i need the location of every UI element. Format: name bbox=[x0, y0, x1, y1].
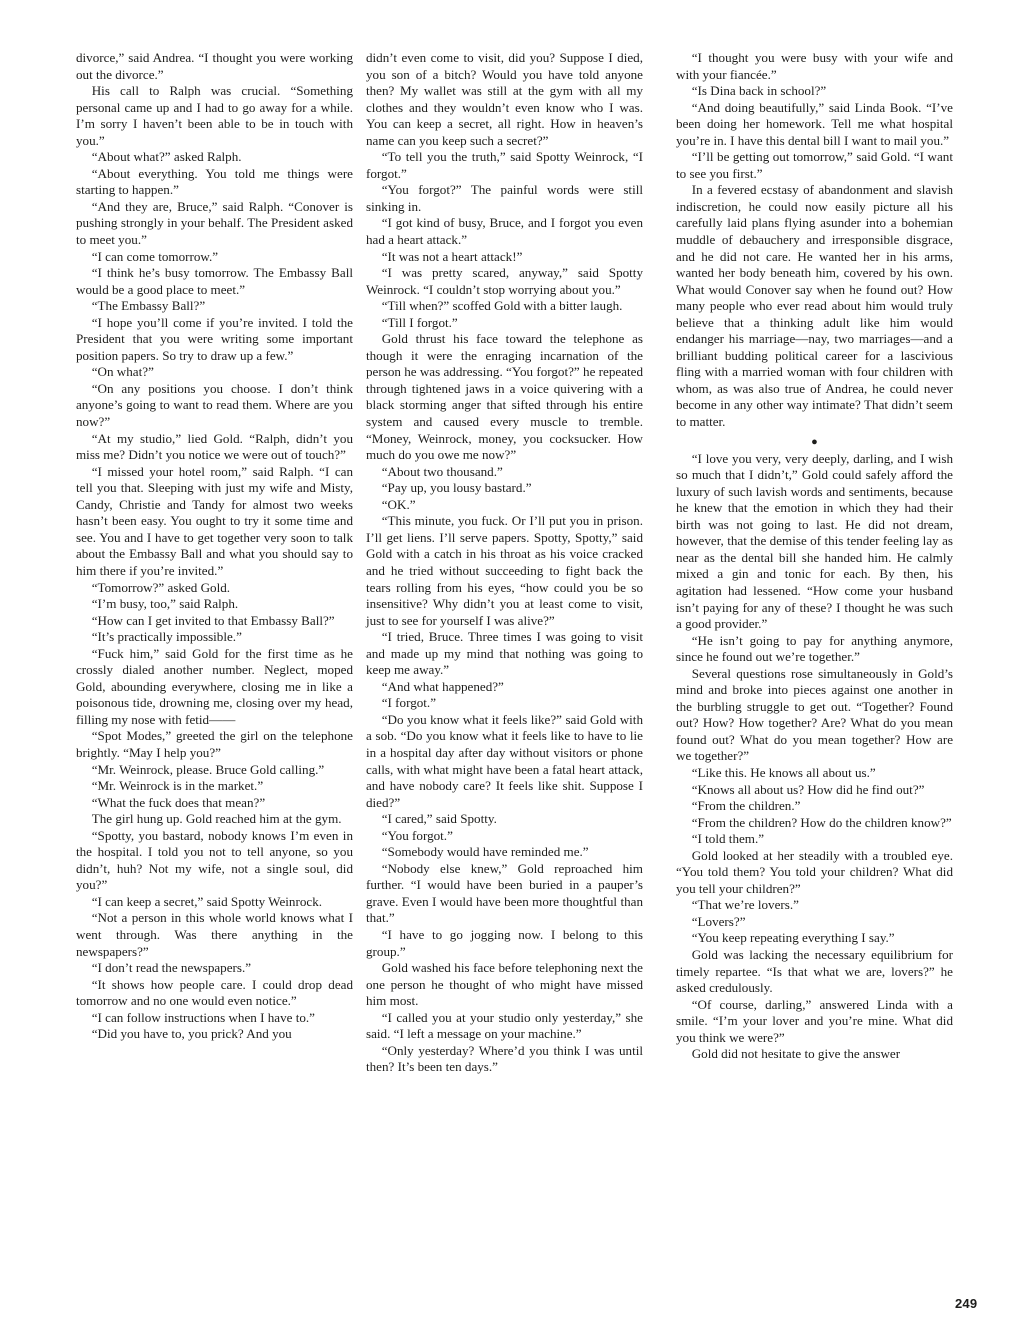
page-number: 249 bbox=[955, 1296, 978, 1311]
paragraph: “I cared,” said Spotty. bbox=[381, 811, 497, 827]
paragraph: “I can keep a secret,” said Spotty Weinrock. bbox=[91, 893, 323, 909]
paragraph: “About two thousand.” bbox=[381, 463, 503, 479]
paragraph: “He isn’t going to pay for anything anymore, since he found out we’re together.” bbox=[676, 632, 953, 665]
paragraph: “At my studio,” lied Gold. “Ralph, didn’t you miss me? Didn’t you notice we were out of touch?” bbox=[76, 430, 353, 463]
paragraph: “I don’t read the newspapers.” bbox=[91, 960, 252, 976]
paragraph: “On any positions you choose. I don’t think anyone’s going to want to read them. Where are you now?” bbox=[76, 380, 353, 430]
paragraph: “It’s practically impossible.” bbox=[91, 629, 242, 645]
paragraph: “Till when?” scoffed Gold with a bitter laugh. bbox=[381, 298, 623, 314]
paragraph: “You keep repeating everything I say.” bbox=[691, 930, 895, 946]
paragraph: Gold washed his face before telephoning next the one person he thought of who might have missed him most. bbox=[366, 960, 643, 1009]
paragraph: “I have to go jogging now. I belong to this group.” bbox=[366, 926, 643, 959]
paragraph: “And they are, Bruce,” said Ralph. “Conover is pushing strongly in your behalf. The President asked to meet you.” bbox=[76, 198, 353, 248]
paragraph: “Did you have to, you prick? And you bbox=[91, 1026, 292, 1042]
paragraph: “I’m busy, too,” said Ralph. bbox=[91, 596, 239, 612]
paragraph: “Of course, darling,” answered Linda with a smile. “I’m your lover and you’re mine. What did you think we were?” bbox=[676, 996, 953, 1045]
paragraph: “Nobody else knew,” Gold reproached him further. “I would have been buried in a pauper’s grave. Even I would have been more thoughtful than that.” bbox=[366, 860, 643, 926]
paragraph: “I called you at your studio only yesterday,” she said. “I left a message on your machine.” bbox=[366, 1009, 643, 1042]
paragraph: “And what happened?” bbox=[381, 678, 504, 694]
paragraph: “Like this. He knows all about us.” bbox=[691, 764, 876, 780]
paragraph: “Spot Modes,” greeted the girl on the telephone brightly. “May I help you?” bbox=[76, 728, 353, 760]
paragraph: “I love you very, very deeply, darling, and I wish so much that I didn’t,” Gold could safely afford the luxury of such lavish words and sentiments, because he knew that the emotion in which they had their birth was not going to last. He did not dream, however, that the demise of this tender feeling lay as near as the dental bill she handed him. He calmly mixed a gin and tonic for each. By then, his agitation had lessened. “How come your husband isn’t paying for any of these? I thought he was such a good provider.” bbox=[676, 450, 953, 632]
paragraph: The girl hung up. Gold reached him at the gym. bbox=[91, 811, 342, 827]
paragraph: “It was not a heart attack!” bbox=[381, 248, 523, 264]
paragraph: “Mr. Weinrock, please. Bruce Gold calling.” bbox=[91, 761, 325, 777]
paragraph: didn’t even come to visit, did you? Suppose I died, you son of a bitch? Would you have told anyone then? My wallet was still at the gym with all my clothes and they wouldn’t even know who I was. You can keep a secret, all right. How in heaven’s name can you keep such a secret?” bbox=[366, 50, 643, 148]
paragraph: “How can I get invited to that Embassy Ball?” bbox=[91, 612, 335, 628]
paragraph: “What the fuck does that mean?” bbox=[91, 794, 266, 810]
paragraph: “I got kind of busy, Bruce, and I forgot you even had a heart attack.” bbox=[366, 215, 643, 248]
paragraph: “To tell you the truth,” said Spotty Weinrock, “I forgot.” bbox=[366, 149, 643, 181]
paragraph: “About everything. You told me things were starting to happen.” bbox=[76, 165, 353, 198]
paragraph: “I can follow instructions when I have to.” bbox=[91, 1009, 315, 1025]
paragraph: Gold looked at her steadily with a troubled eye. “You told them? You told your children? What did you tell your children?” bbox=[676, 847, 953, 896]
text-column-3 bbox=[676, 50, 953, 1063]
paragraph: “The Embassy Ball?” bbox=[91, 298, 206, 314]
paragraph: “Mr. Weinrock is in the market.” bbox=[91, 778, 264, 794]
paragraph: “OK.” bbox=[381, 496, 416, 512]
paragraph: “Knows all about us? How did he find out?” bbox=[691, 781, 925, 797]
section-divider: ● bbox=[811, 435, 818, 448]
paragraph: “Lovers?” bbox=[691, 913, 746, 929]
paragraph: “Do you know what it feels like?” said Gold with a sob. “Do you know what it feels like to have to lie in a hospital day after day without visitors or phone calls, with what might have been a fatal heart attack, and have nobody care? It feels like shit. Suppose I died?” bbox=[366, 711, 643, 810]
paragraph: “Pay up, you lousy bastard.” bbox=[381, 480, 532, 496]
paragraph: “About what?” asked Ralph. bbox=[91, 149, 242, 165]
paragraph: divorce,” said Andrea. “I thought you were working out the divorce.” bbox=[76, 50, 353, 82]
paragraph: “Somebody would have reminded me.” bbox=[381, 844, 589, 860]
paragraph: “It shows how people care. I could drop dead tomorrow and no one would even notice.” bbox=[76, 976, 353, 1009]
paragraph: “I tried, Bruce. Three times I was going to visit and made up my mind that nothing was going to keep me away.” bbox=[366, 629, 643, 678]
paragraph: Gold thrust his face toward the telephone as though it were the enraging incarnation of the person he was addressing. “You forgot?” he repeated through tightened jaws in a voice quivering with a black storming anger that sifted through his entire system and caused every muscle to tremble. “Money, Weinrock, money, you cocksucker. How much do you owe me now?” bbox=[366, 331, 643, 463]
paragraph: In a fevered ecstasy of abandonment and slavish indiscretion, he could now easily picture all his carefully laid plans flying asunder into a bohemian muddle of debauchery and irresponsible disgrace, and he did not care. He wanted her in his arms, wanted her body beneath him, covered by his own. What would Conover say when he found out? How many people who ever read about him would truly believe that a thinking adult like him would endanger his marriage—nay, two marriages—and a brilliant budding political career for a lascivious fling with a married woman with four children with whom, as was also true of Andrea, he could never become in any other way intimate? That didn’t seem to matter. bbox=[676, 182, 953, 430]
paragraph: “Not a person in this whole world knows what I went through. Was there anything in the newspapers?” bbox=[76, 910, 353, 959]
paragraph: “I was pretty scared, anyway,” said Spotty Weinrock. “I couldn’t stop worrying about you.” bbox=[366, 265, 643, 297]
paragraph: Gold was lacking the necessary equilibrium for timely repartee. “Is that what we are, lovers?” he asked credulously. bbox=[676, 946, 953, 996]
paragraph: “You forgot.” bbox=[381, 827, 453, 843]
paragraph: “I told them.” bbox=[691, 831, 765, 847]
paragraph: “Till I forgot.” bbox=[381, 314, 458, 330]
paragraph: “I can come tomorrow.” bbox=[91, 248, 219, 264]
paragraph: “And doing beautifully,” said Linda Book. “I’ve been doing her homework. Tell me what hospital you’re in. I have this dental bill I want to mail you.” bbox=[676, 99, 953, 148]
paragraph: “On what?” bbox=[91, 364, 154, 380]
paragraph: “Spotty, you bastard, nobody knows I’m even in the hospital. I told you not to tell anyone, so you didn’t, huh? Not my wife, not a single soul, did you?” bbox=[76, 827, 353, 893]
paragraph: “I missed your hotel room,” said Ralph. “I can tell you that. Sleeping with just my wife and Misty, Candy, Christie and Tandy for almost two weeks hasn’t been easy. You ought to try it some time and see. You and I have to get together very soon to talk about the Embassy Ball and what you should say to him there if you’re invited.” bbox=[76, 463, 353, 578]
paragraph: “This minute, you fuck. Or I’ll put you in prison. I’ll get liens. I’ll serve papers. Spotty, Spotty,” said Gold with a catch in his throat as his voice cracked and he tried without succeeding to fight back the tears rolling from his eyes, “how could you be so insensitive? Why didn’t you at least come to visit, just to see for yourself I was alive?” bbox=[366, 513, 643, 628]
paragraph: His call to Ralph was crucial. “Something personal came up and I had to go away for a while. I’m sorry I haven’t been able to be in touch with you.” bbox=[76, 83, 353, 148]
text-column-1 bbox=[76, 50, 353, 1043]
paragraph: “Only yesterday? Where’d you think I was until then? It’s been ten days.” bbox=[366, 1042, 643, 1075]
paragraph: Several questions rose simultaneously in Gold’s mind and broke into pieces against one another in the burbling struggle to get out. “Together? Found out? How? How together? Are? What do you mean found out? What do you mean together? How are we together?” bbox=[676, 665, 953, 764]
paragraph: “Fuck him,” said Gold for the first time as he crossly dialed another number. Neglect, moped Gold, abounding everywhere, closing me in like a poisonous tide, drowning me, closing over my head, filling my nose with fetid—— bbox=[76, 645, 353, 727]
paragraph: “I hope you’ll come if you’re invited. I told the President that you were writing some important position papers. So try to draw up a few.” bbox=[76, 314, 353, 363]
paragraph: “I thought you were busy with your wife and with your fiancée.” bbox=[676, 50, 953, 82]
paragraph: “From the children.” bbox=[691, 798, 801, 814]
paragraph: “Is Dina back in school?” bbox=[691, 83, 827, 99]
paragraph: “I forgot.” bbox=[381, 695, 437, 711]
paragraph: “That we’re lovers.” bbox=[691, 897, 799, 913]
paragraph: “I’ll be getting out tomorrow,” said Gold. “I want to see you first.” bbox=[676, 149, 953, 181]
paragraph: “You forgot?” The painful words were still sinking in. bbox=[366, 182, 643, 214]
paragraph: Gold did not hesitate to give the answer bbox=[691, 1046, 901, 1062]
paragraph: “Tomorrow?” asked Gold. bbox=[91, 579, 231, 595]
text-column-2 bbox=[366, 50, 643, 1076]
paragraph: “I think he’s busy tomorrow. The Embassy Ball would be a good place to meet.” bbox=[76, 265, 353, 297]
paragraph: “From the children? How do the children know?” bbox=[691, 814, 952, 830]
